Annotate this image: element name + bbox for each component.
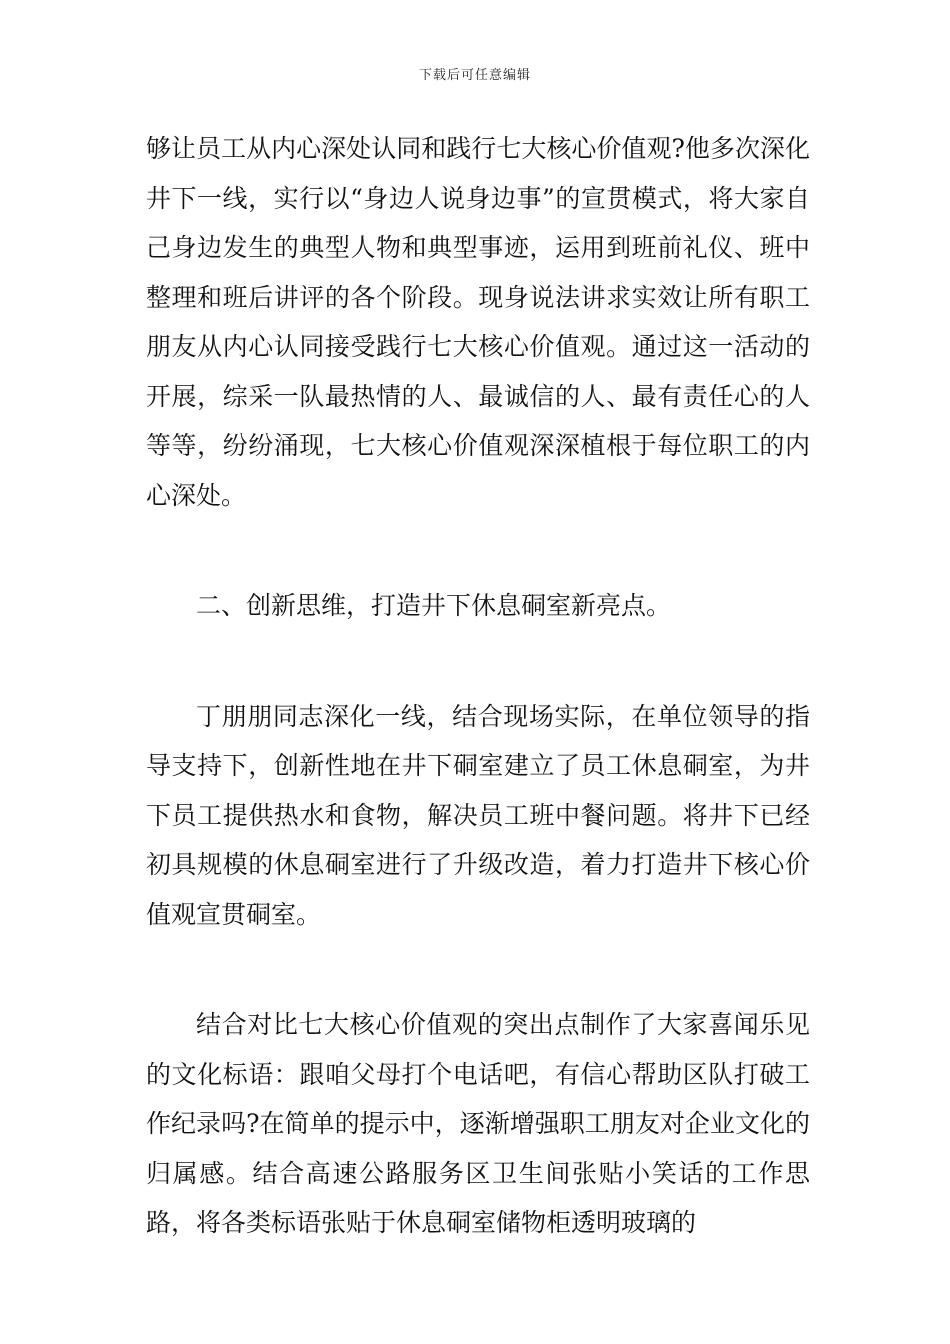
section-heading: 二、创新思维，打造井下休息硐室新亮点。 <box>196 591 672 620</box>
document-body <box>146 124 810 1248</box>
paragraph-3: 结合对比七大核心价值观的突出点制作了大家喜闻乐见的文化标语：跟咱父母打个电话吧，有信心帮助区队打破工作纪录吗?在简单的提示中，逐渐增强职工朋友对企业文化的归属感。结合高速公路服务区卫生间张贴小笑话的工作思路，将各类标语张贴于休息硐室储物柜透明玻璃的 <box>146 1010 810 1237</box>
paragraph-2: 丁朋朋同志深化一线，结合现场实际，在单位领导的指导支持下，创新性地在井下硐室建立了员工休息硐室，为井下员工提供热水和食物，解决员工班中餐问题。将井下已经初具规模的休息硐室进行了升级改造，着力打造井下核心价值观宣贯硐室。 <box>146 701 810 929</box>
page-header: 下载后可任意编辑 <box>418 68 531 83</box>
paragraph-1: 够让员工从内心深处认同和践行七大核心价值观?他多次深化井下一线，实行以“身边人说身边事”的宣贯模式，将大家自己身边发生的典型人物和典型事迹，运用到班前礼仪、班中整理和班后讲评的各个阶段。现身说法讲求实效让所有职工朋友从内心认同接受践行七大核心价值观。通过这一活动的开展，综采一队最热情的人、最诚信的人、最有责任心的人等等，纷纷涌现，七大核心价值观深深植根于每位职工的内心深处。 <box>146 134 810 510</box>
